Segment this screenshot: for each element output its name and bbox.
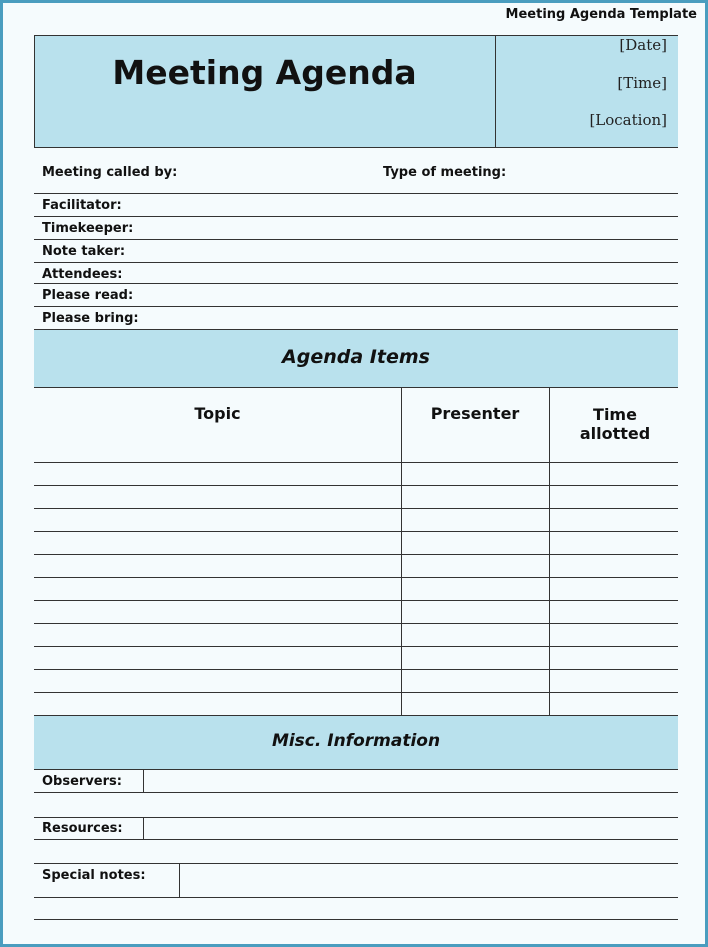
divider xyxy=(34,462,678,463)
divider xyxy=(34,387,678,388)
called-by-label: Meeting called by: xyxy=(42,165,178,180)
divider xyxy=(34,147,678,148)
location-placeholder[interactable]: [Location] xyxy=(589,111,667,129)
divider xyxy=(34,839,678,840)
column-divider xyxy=(401,387,402,715)
divider xyxy=(34,897,678,898)
please-read-label: Please read: xyxy=(42,288,134,303)
divider xyxy=(34,792,678,793)
please-bring-label: Please bring: xyxy=(42,311,139,326)
divider xyxy=(34,193,678,194)
template-caption: Meeting Agenda Template xyxy=(505,7,697,22)
time-allotted-column-header: Time allotted xyxy=(579,405,651,443)
table-row[interactable] xyxy=(34,531,678,532)
divider xyxy=(495,35,496,147)
column-divider xyxy=(549,387,550,715)
divider xyxy=(34,715,678,716)
divider xyxy=(34,919,678,920)
attendees-label: Attendees: xyxy=(42,267,123,282)
table-row[interactable] xyxy=(34,623,678,624)
table-row[interactable] xyxy=(34,669,678,670)
table-row[interactable] xyxy=(34,600,678,601)
field-divider xyxy=(179,863,180,897)
facilitator-label: Facilitator: xyxy=(42,198,122,213)
table-row[interactable] xyxy=(34,646,678,647)
presenter-column-header: Presenter xyxy=(430,404,520,423)
divider xyxy=(34,283,678,284)
special-notes-label: Special notes: xyxy=(42,868,146,883)
divider xyxy=(34,329,678,330)
divider xyxy=(34,216,678,217)
date-placeholder[interactable]: [Date] xyxy=(619,36,667,54)
field-divider xyxy=(143,817,144,839)
page-title: Meeting Agenda xyxy=(112,53,417,92)
observers-label: Observers: xyxy=(42,774,122,789)
table-row[interactable] xyxy=(34,508,678,509)
topic-column-header: Topic xyxy=(194,404,241,423)
divider xyxy=(34,769,678,770)
divider xyxy=(34,262,678,263)
type-of-meeting-label: Type of meeting: xyxy=(383,165,507,180)
time-placeholder[interactable]: [Time] xyxy=(617,74,667,92)
table-row[interactable] xyxy=(34,485,678,486)
divider xyxy=(34,35,678,36)
divider xyxy=(34,863,678,864)
misc-section-title: Misc. Information xyxy=(271,731,441,751)
table-row[interactable] xyxy=(34,692,678,693)
table-row[interactable] xyxy=(34,554,678,555)
divider xyxy=(34,817,678,818)
note-taker-label: Note taker: xyxy=(42,244,126,259)
field-divider xyxy=(143,770,144,792)
divider xyxy=(34,239,678,240)
resources-label: Resources: xyxy=(42,821,123,836)
divider xyxy=(34,306,678,307)
timekeeper-label: Timekeeper: xyxy=(42,221,134,236)
table-row[interactable] xyxy=(34,577,678,578)
agenda-section-title: Agenda Items xyxy=(282,346,430,368)
